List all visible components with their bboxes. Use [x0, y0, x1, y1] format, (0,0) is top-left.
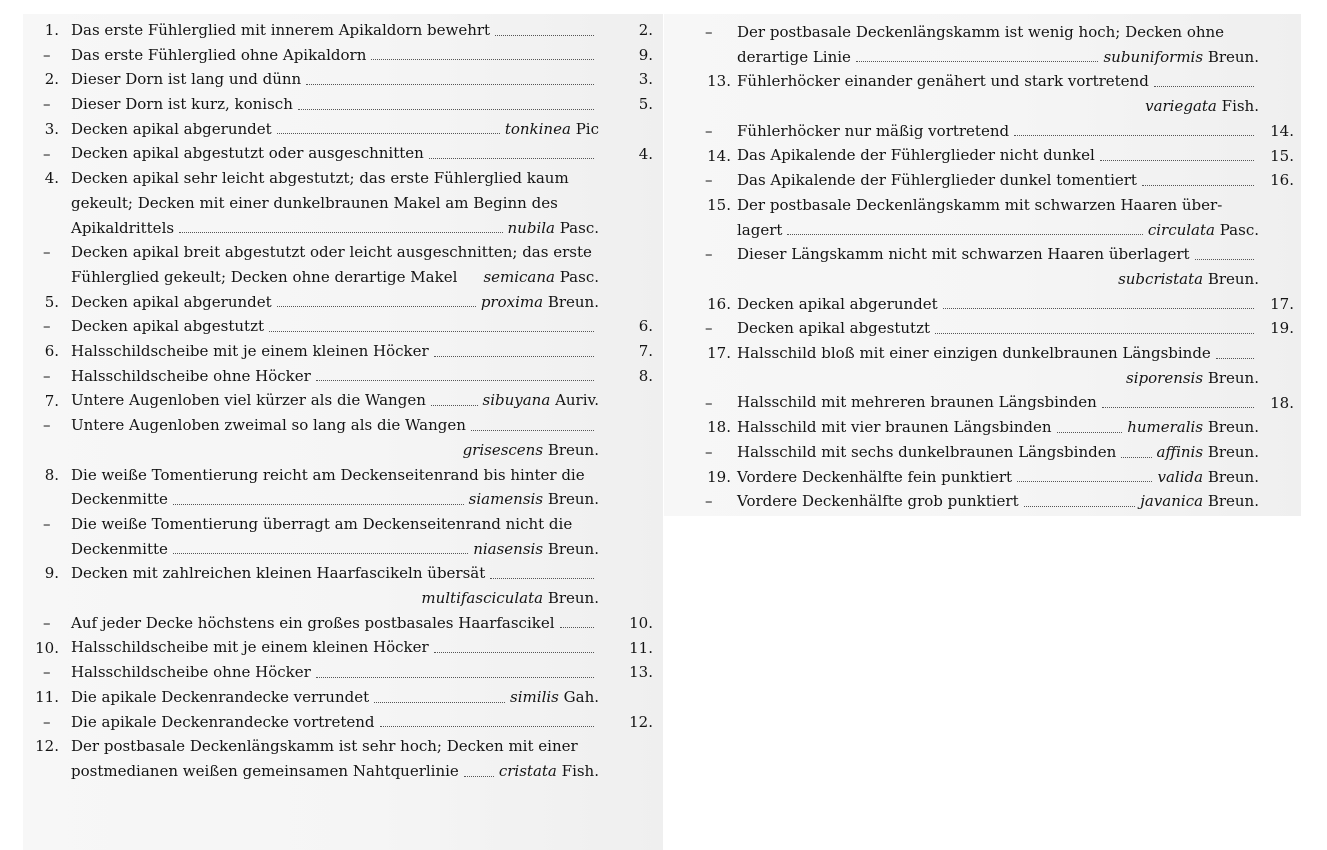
entry-text: Halsschild mit vier braunen Längsbinden [737, 418, 1052, 437]
entry-line [737, 168, 1259, 193]
key-couplet-entry [703, 440, 1327, 465]
species-name: javanica [1140, 492, 1204, 511]
dot-leader [1154, 86, 1254, 87]
dot-leader [1057, 432, 1123, 433]
couplet-target-number: 11. [629, 638, 653, 657]
entry-text: Fühlerhöcker einander genähert und stark vortretend [737, 72, 1149, 91]
dot-leader [935, 333, 1254, 334]
alternative-dash: – [43, 45, 51, 64]
entry-line [737, 316, 1259, 341]
couplet-number: 3. [44, 119, 59, 138]
alternative-dash: – [43, 366, 51, 385]
entry-text: postmedianen weißen gemeinsamen Nahtquerlinie [71, 761, 459, 780]
entry-line [71, 734, 599, 759]
couplet-number: 8. [44, 465, 59, 484]
couplet-target-number: 13. [629, 663, 653, 682]
couplet-number: 6. [44, 342, 59, 361]
entry-text: Halsschild mit sechs dunkelbraunen Längsbinden [737, 442, 1117, 461]
couplet-target-number: 4. [638, 144, 653, 163]
entry-line [737, 218, 1259, 243]
couplet-target-number: 10. [629, 613, 653, 632]
couplet-number: 9. [44, 564, 59, 583]
entry-text: Die weiße Tomentierung reicht am Deckenseitenrand bis hinter die [71, 465, 585, 484]
species-name: grisescens [462, 440, 544, 459]
couplet-target-number: 19. [1270, 319, 1294, 338]
alternative-dash: – [43, 144, 51, 163]
author-name: Breun. [547, 440, 599, 459]
key-couplet-entry [33, 561, 663, 610]
author-name: Breun. [547, 539, 599, 558]
species-name: semicana [483, 267, 555, 286]
alternative-dash: – [705, 245, 713, 264]
key-couplet-entry [703, 193, 1327, 242]
species-name: humeralis [1127, 418, 1204, 437]
author-name: Breun. [1207, 47, 1259, 66]
couplet-number: 1. [44, 21, 59, 39]
couplet-number: 2. [44, 70, 59, 89]
couplet-target-number: 9. [638, 45, 653, 64]
couplet-number: 18. [707, 418, 731, 437]
entry-text: Apikaldrittels [71, 218, 175, 237]
entry-text: Die weiße Tomentierung überragt am Deckenseitenrand nicht die [71, 514, 573, 533]
dot-leader [1102, 407, 1254, 408]
entry-line [737, 119, 1259, 144]
entry-text: Das Apikalende der Fühlerglieder nicht dunkel [737, 146, 1095, 165]
couplet-number: 12. [35, 737, 59, 756]
species-name: valida [1157, 467, 1204, 486]
key-couplet-entry [33, 611, 663, 636]
dot-leader [380, 726, 594, 727]
key-couplet-entry [703, 391, 1327, 416]
entry-line [737, 20, 1259, 45]
entry-text: derartige Linie [737, 47, 851, 66]
entry-line [737, 341, 1259, 366]
author-name: Breun. [547, 292, 599, 311]
species-name: variegata [1145, 97, 1217, 116]
alternative-dash: – [705, 121, 713, 140]
entry-text: Deckenmitte [71, 539, 168, 558]
entry-text: Decken apikal abgestutzt [737, 319, 931, 338]
species-name: cristata [498, 761, 557, 780]
entry-text: Halsschildscheibe mit je einem kleinen Höcker [71, 342, 429, 361]
entry-line [737, 45, 1259, 70]
alternative-dash: – [705, 442, 713, 461]
alternative-dash: – [43, 243, 51, 262]
dot-leader [434, 652, 594, 653]
dot-leader [787, 234, 1142, 235]
species-name: affinis [1156, 442, 1204, 461]
dot-leader [943, 308, 1254, 309]
author-name: Breun. [1207, 418, 1259, 437]
couplet-target-number: 2. [638, 21, 653, 39]
dot-leader [490, 578, 594, 579]
entry-text: Untere Augenloben viel kürzer als die Wangen [71, 391, 426, 410]
key-couplet-entry [703, 144, 1327, 169]
alternative-dash: – [43, 712, 51, 731]
alternative-dash: – [43, 515, 51, 533]
entry-text: Decken apikal abgerundet [737, 294, 938, 313]
couplet-target-number: 8. [638, 366, 653, 385]
author-name: Pic [575, 119, 599, 138]
entry-line [71, 586, 599, 611]
author-name: Auriv. [555, 391, 599, 410]
entry-text: Der postbasale Deckenlängskamm mit schwarzen Haaren über- [737, 195, 1223, 214]
couplet-target-number: 5. [638, 95, 653, 114]
dot-leader [173, 553, 468, 554]
dot-leader [1195, 259, 1254, 260]
couplet-target-number: 12. [629, 712, 653, 731]
entry-line [71, 611, 599, 636]
entry-text: Decken apikal abgerundet [71, 119, 272, 138]
key-couplet-entry [703, 242, 1327, 291]
species-name: sibuyana [482, 391, 551, 410]
entry-line [71, 561, 599, 586]
species-name: tonkinea [504, 119, 571, 138]
couplet-number: 4. [44, 169, 59, 188]
entry-text: Dieser Dorn ist kurz, konisch [71, 95, 293, 114]
alternative-dash: – [705, 492, 713, 511]
couplet-number: 17. [707, 344, 731, 363]
couplet-target-number: 6. [638, 317, 653, 336]
species-name: similis [510, 687, 559, 706]
entry-line [737, 440, 1259, 465]
entry-text: Halsschild bloß mit einer einzigen dunkelbraunen Längsbinde [737, 344, 1211, 363]
entry-text: Der postbasale Deckenlängskamm ist sehr hoch; Decken mit einer [71, 737, 578, 756]
dot-leader [464, 776, 494, 777]
entry-line [737, 144, 1259, 169]
entry-line [71, 710, 599, 735]
species-name: multifasciculata [421, 589, 544, 608]
entry-line [737, 94, 1259, 119]
author-name: Breun. [1207, 442, 1259, 461]
key-couplet-entry [703, 168, 1327, 193]
entry-text: Der postbasale Deckenlängskamm ist wenig hoch; Decken ohne [737, 22, 1225, 41]
entry-text: Decken apikal abgestutzt oder ausgeschnitten [71, 144, 424, 163]
author-name: Pasc. [559, 267, 599, 286]
dot-leader [1014, 135, 1254, 136]
entry-line [71, 759, 599, 784]
dot-leader [1024, 506, 1136, 507]
entry-text: Fühlerglied gekeult; Decken ohne derartige Makel [71, 267, 458, 286]
entry-text: Decken mit zahlreichen kleinen Haarfascikeln übersät [71, 564, 486, 583]
entry-line [737, 193, 1259, 218]
dot-leader [316, 677, 594, 678]
entry-line [737, 366, 1259, 391]
couplet-number: 11. [35, 687, 59, 706]
species-name: siporensis [1126, 368, 1204, 387]
author-name: Breun. [1207, 492, 1259, 511]
author-name: Breun. [547, 589, 599, 608]
species-name: proxima [480, 292, 544, 311]
couplet-target-number: 15. [1270, 146, 1294, 165]
key-couplet-entry [33, 710, 663, 735]
couplet-number: 15. [707, 195, 731, 214]
entry-text: Das erste Fühlerglied mit innerem Apikaldorn bewehrt [71, 20, 491, 39]
dot-leader [1100, 160, 1254, 161]
key-couplet-entry [703, 341, 1327, 390]
species-name: nubila [507, 218, 555, 237]
key-couplet-entry [703, 489, 1327, 514]
dot-leader [1017, 481, 1152, 482]
couplet-target-number: 3. [638, 70, 653, 89]
entry-text: Die apikale Deckenrandecke vortretend [71, 712, 375, 731]
key-couplet-entry [703, 292, 1327, 317]
key-couplet-entry [33, 734, 663, 783]
entry-line [737, 267, 1259, 292]
alternative-dash: – [705, 23, 713, 41]
entry-line [737, 489, 1259, 514]
author-name: Breun. [1207, 269, 1259, 288]
entry-text: Dieser Dorn ist lang und dünn [71, 70, 302, 89]
entry-text: Halsschildscheibe ohne Höcker [71, 366, 311, 385]
entry-text: lagert [737, 220, 783, 239]
entry-line [737, 465, 1259, 490]
author-name: Fish. [561, 761, 599, 780]
entry-line [737, 242, 1259, 267]
entry-text: Die apikale Deckenrandecke verrundet [71, 687, 370, 706]
entry-text: Fühlerhöcker nur mäßig vortretend [737, 121, 1010, 140]
entry-text: Untere Augenloben zweimal so lang als die Wangen [71, 416, 466, 435]
entry-line [71, 660, 599, 685]
entry-text: Halsschildscheibe mit je einem kleinen Höcker [71, 638, 429, 657]
couplet-target-number: 18. [1270, 393, 1294, 412]
couplet-number: 14. [707, 146, 731, 165]
entry-line [71, 685, 599, 710]
author-name: Breun. [547, 490, 599, 509]
entry-text: Decken apikal breit abgestutzt oder leicht ausgeschnitten; das erste [71, 243, 592, 262]
couplet-target-number: 7. [638, 342, 653, 361]
alternative-dash: – [43, 317, 51, 336]
dot-leader [856, 61, 1099, 62]
author-name: Breun. [1207, 368, 1259, 387]
species-name: niasensis [473, 539, 544, 558]
couplet-number: 16. [707, 294, 731, 313]
author-name: Pasc. [1219, 220, 1259, 239]
couplet-number: 10. [35, 638, 59, 657]
species-name: circulata [1147, 220, 1215, 239]
entry-text: Decken apikal sehr leicht abgestutzt; das erste Fühlerglied kaum [71, 169, 569, 188]
species-name: subuniformis [1103, 47, 1204, 66]
author-name: Gah. [563, 687, 599, 706]
couplet-target-number: 14. [1270, 121, 1294, 140]
key-couplet-entry [33, 685, 663, 710]
dot-leader [374, 702, 505, 703]
alternative-dash: – [43, 95, 51, 114]
key-couplet-entry [703, 415, 1327, 440]
dot-leader [560, 627, 594, 628]
entry-line [737, 391, 1259, 416]
key-couplet-entry [703, 20, 1327, 69]
dot-leader [1121, 457, 1151, 458]
alternative-dash: – [43, 416, 51, 435]
key-couplet-entry [33, 660, 663, 685]
dot-leader [1216, 358, 1254, 359]
alternative-dash: – [705, 319, 713, 338]
entry-text: Decken apikal abgestutzt [71, 317, 265, 336]
key-couplet-entry [703, 316, 1327, 341]
key-couplet-entry [703, 119, 1327, 144]
entry-text: Dieser Längskamm nicht mit schwarzen Haaren überlagert [737, 245, 1190, 264]
species-name: siamensis [468, 490, 544, 509]
entry-text: gekeult; Decken mit einer dunkelbraunen Makel am Beginn des [71, 193, 558, 212]
alternative-dash: – [705, 171, 713, 190]
key-couplet-entry [703, 465, 1327, 490]
entry-text: Auf jeder Decke höchstens ein großes postbasales Haarfascikel [71, 613, 555, 632]
entry-line [737, 69, 1259, 94]
couplet-number: 13. [707, 72, 731, 91]
key-couplet-entry [33, 636, 663, 661]
alternative-dash: – [43, 663, 51, 682]
entry-line [71, 537, 599, 562]
couplet-number: 7. [44, 391, 59, 410]
key-couplet-entry [703, 69, 1327, 118]
key-couplet-entry [33, 512, 663, 561]
entry-text: Das erste Fühlerglied ohne Apikaldorn [71, 45, 367, 64]
dot-leader [1142, 185, 1254, 186]
author-name: Breun. [1207, 467, 1259, 486]
entry-line [71, 636, 599, 661]
couplet-number: 19. [707, 467, 731, 486]
entry-text: Halsschild mit mehreren braunen Längsbinden [737, 393, 1097, 412]
alternative-dash: – [43, 613, 51, 632]
author-name: Pasc. [559, 218, 599, 237]
entry-text: Halsschildscheibe ohne Höcker [71, 663, 311, 682]
entry-text: Vordere Deckenhälfte grob punktiert [737, 492, 1019, 511]
author-name: Fish. [1221, 97, 1259, 116]
couplet-target-number: 16. [1270, 171, 1294, 190]
entry-line [737, 415, 1259, 440]
entry-line [737, 292, 1259, 317]
species-name: subcristata [1118, 269, 1204, 288]
entry-text: Decken apikal abgerundet [71, 292, 272, 311]
entry-text: Das Apikalende der Fühlerglieder dunkel tomentiert [737, 171, 1137, 190]
entry-text: Vordere Deckenhälfte fein punktiert [737, 467, 1013, 486]
entry-text: Deckenmitte [71, 490, 168, 509]
couplet-number: 5. [44, 292, 59, 311]
alternative-dash: – [705, 393, 713, 412]
couplet-target-number: 17. [1270, 294, 1294, 313]
